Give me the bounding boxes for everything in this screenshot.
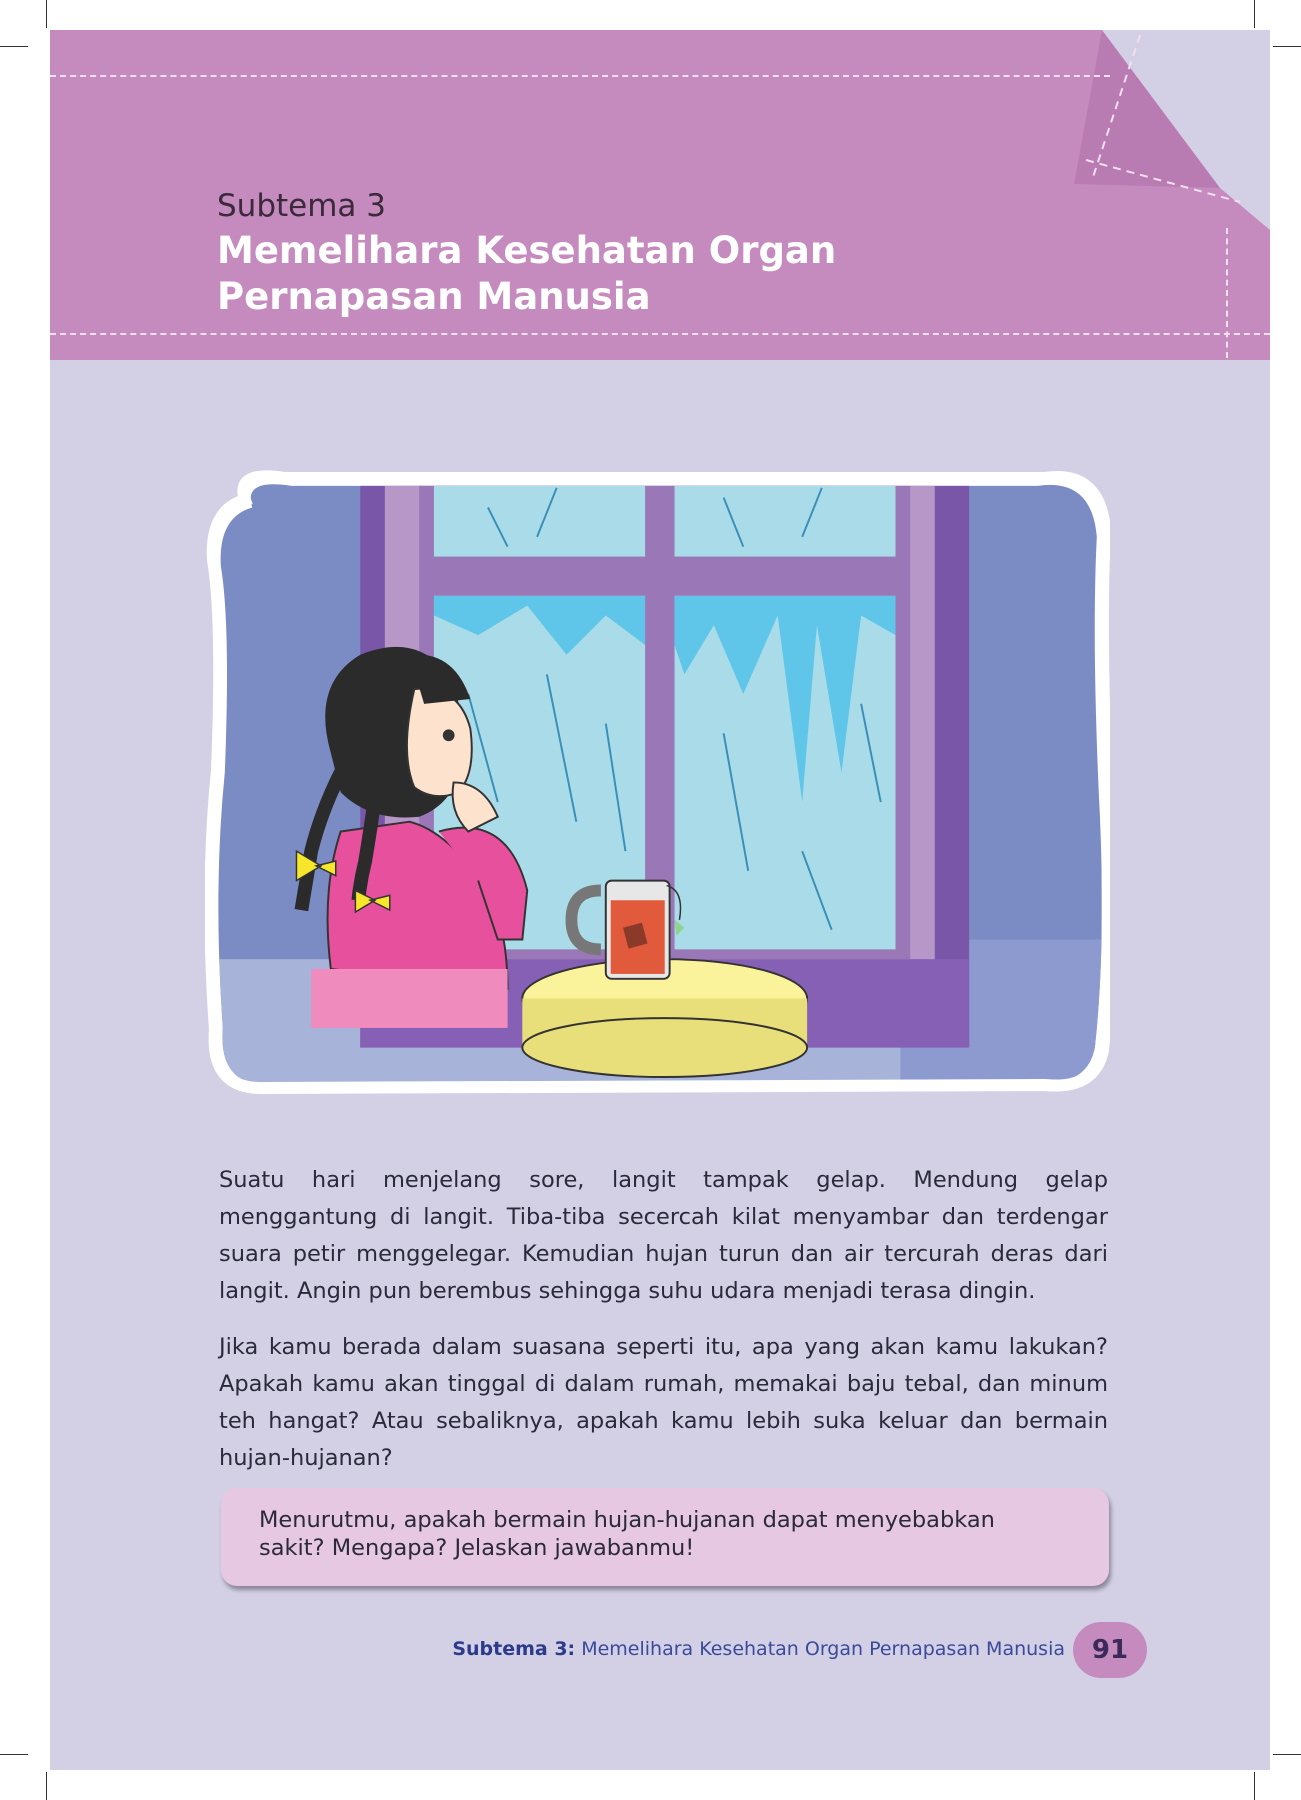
banner-dashed-line-vertical (1226, 228, 1228, 358)
crop-mark (0, 46, 28, 47)
page-number: 91 (1073, 1622, 1147, 1678)
crop-mark (1254, 0, 1255, 28)
footer-running-title (452, 1638, 1065, 1660)
banner-dashed-line-top (50, 75, 1110, 77)
footer-label: Subtema 3: (452, 1638, 576, 1660)
crop-mark (0, 1754, 28, 1755)
title-line-2: Pernapasan Manusia (217, 274, 651, 318)
story-paragraph: Suatu hari menjelang sore, langit tampak gelap. Mendung gelap menggantung di langit. Tiba-tiba secercah kilat menyambar dan terdengar suara petir menggelegar. Kemudian hujan turun dan air tercurah deras dari langit. Angin pun berembus sehingga suhu udara menjadi terasa dingin. (219, 1167, 1108, 1304)
banner-dashed-line-bottom (50, 333, 1270, 335)
crop-mark (46, 0, 47, 28)
page-title (217, 228, 917, 320)
page-curl-icon (1050, 30, 1270, 230)
question-paragraph: Jika kamu berada dalam suasana seperti itu, apa yang akan kamu lakukan? Apakah kamu akan tinggal di dalam rumah, memakai baju tebal, dan minum teh hangat? Atau sebaliknya, apakah kamu lebih suka keluar dan bermain hujan-hujanan? (219, 1334, 1108, 1471)
footer-title: Memelihara Kesehatan Organ Pernapasan Manusia (581, 1638, 1065, 1660)
question-box (221, 1488, 1109, 1586)
title-line-1: Memelihara Kesehatan Organ (217, 229, 837, 272)
question-box-text: Menurutmu, apakah bermain hujan-hujanan dapat menyebabkan sakit? Mengapa? Jelaskan jawabanmu! (259, 1507, 995, 1561)
crop-mark (1273, 1754, 1301, 1755)
crop-mark (1273, 46, 1301, 47)
rainy-window-illustration (205, 470, 1110, 1110)
subtheme-label: Subtema 3 (217, 188, 387, 224)
crop-mark (1254, 1772, 1255, 1800)
crop-mark (46, 1772, 47, 1800)
